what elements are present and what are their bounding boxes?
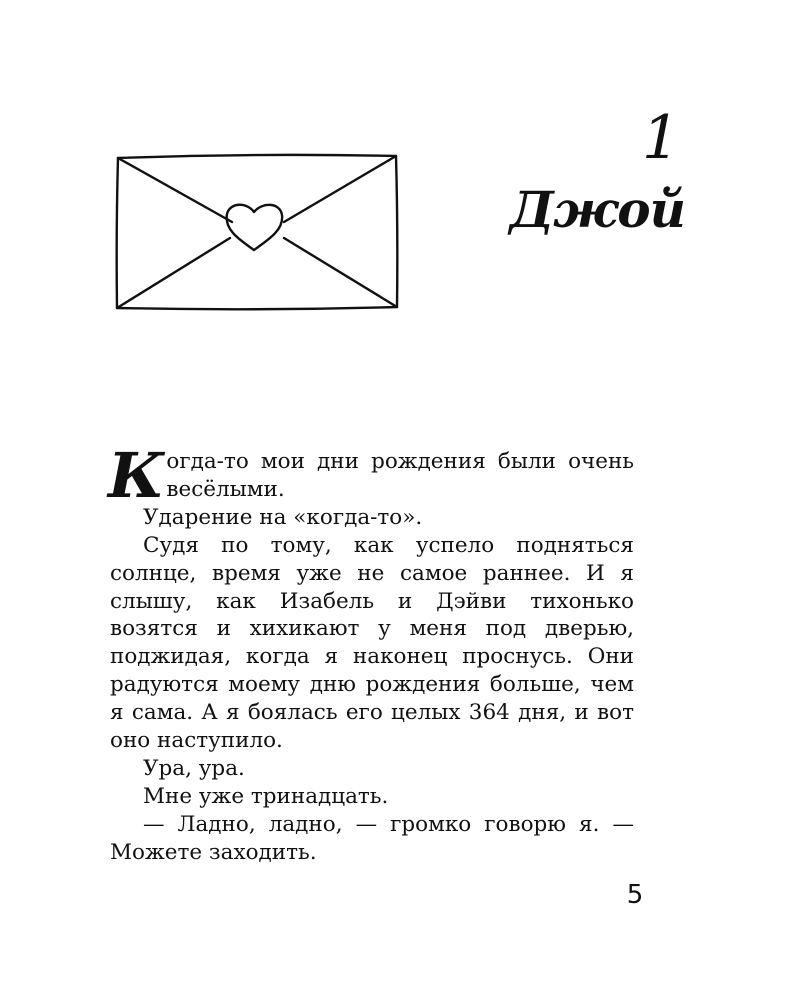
body-text — [108, 439, 634, 867]
paragraph — [108, 439, 634, 512]
paragraph: Мне уже тринадцать. — [143, 783, 389, 809]
paragraph: — Ладно, ладно, — громко говорю я. — Можете заходить. — [110, 811, 634, 865]
chapter-number: 1 — [641, 103, 680, 173]
paragraph-text: огда-то мои дни рождения были очень весёлыми. — [166, 449, 634, 502]
chapter-title: Джой — [509, 180, 685, 239]
paragraph: Ударение на «когда-то». — [143, 504, 423, 530]
paragraph: Судя по тому, как успело подняться солнце, время уже не самое раннее. И я слышу, как Изабель и Дэйви тихонько возятся и хихикают у меня под дверью, поджидая, когда я наконец проснусь. Они радуются моему дню рождения больше, чем я сама. А я боялась его целых 364 дня, и вот оно наступило. — [110, 532, 634, 754]
page-number: 5 — [626, 880, 644, 910]
paragraph: Ура, ура. — [143, 755, 245, 781]
drop-cap: К — [108, 439, 165, 512]
envelope-with-heart-icon — [112, 150, 402, 315]
